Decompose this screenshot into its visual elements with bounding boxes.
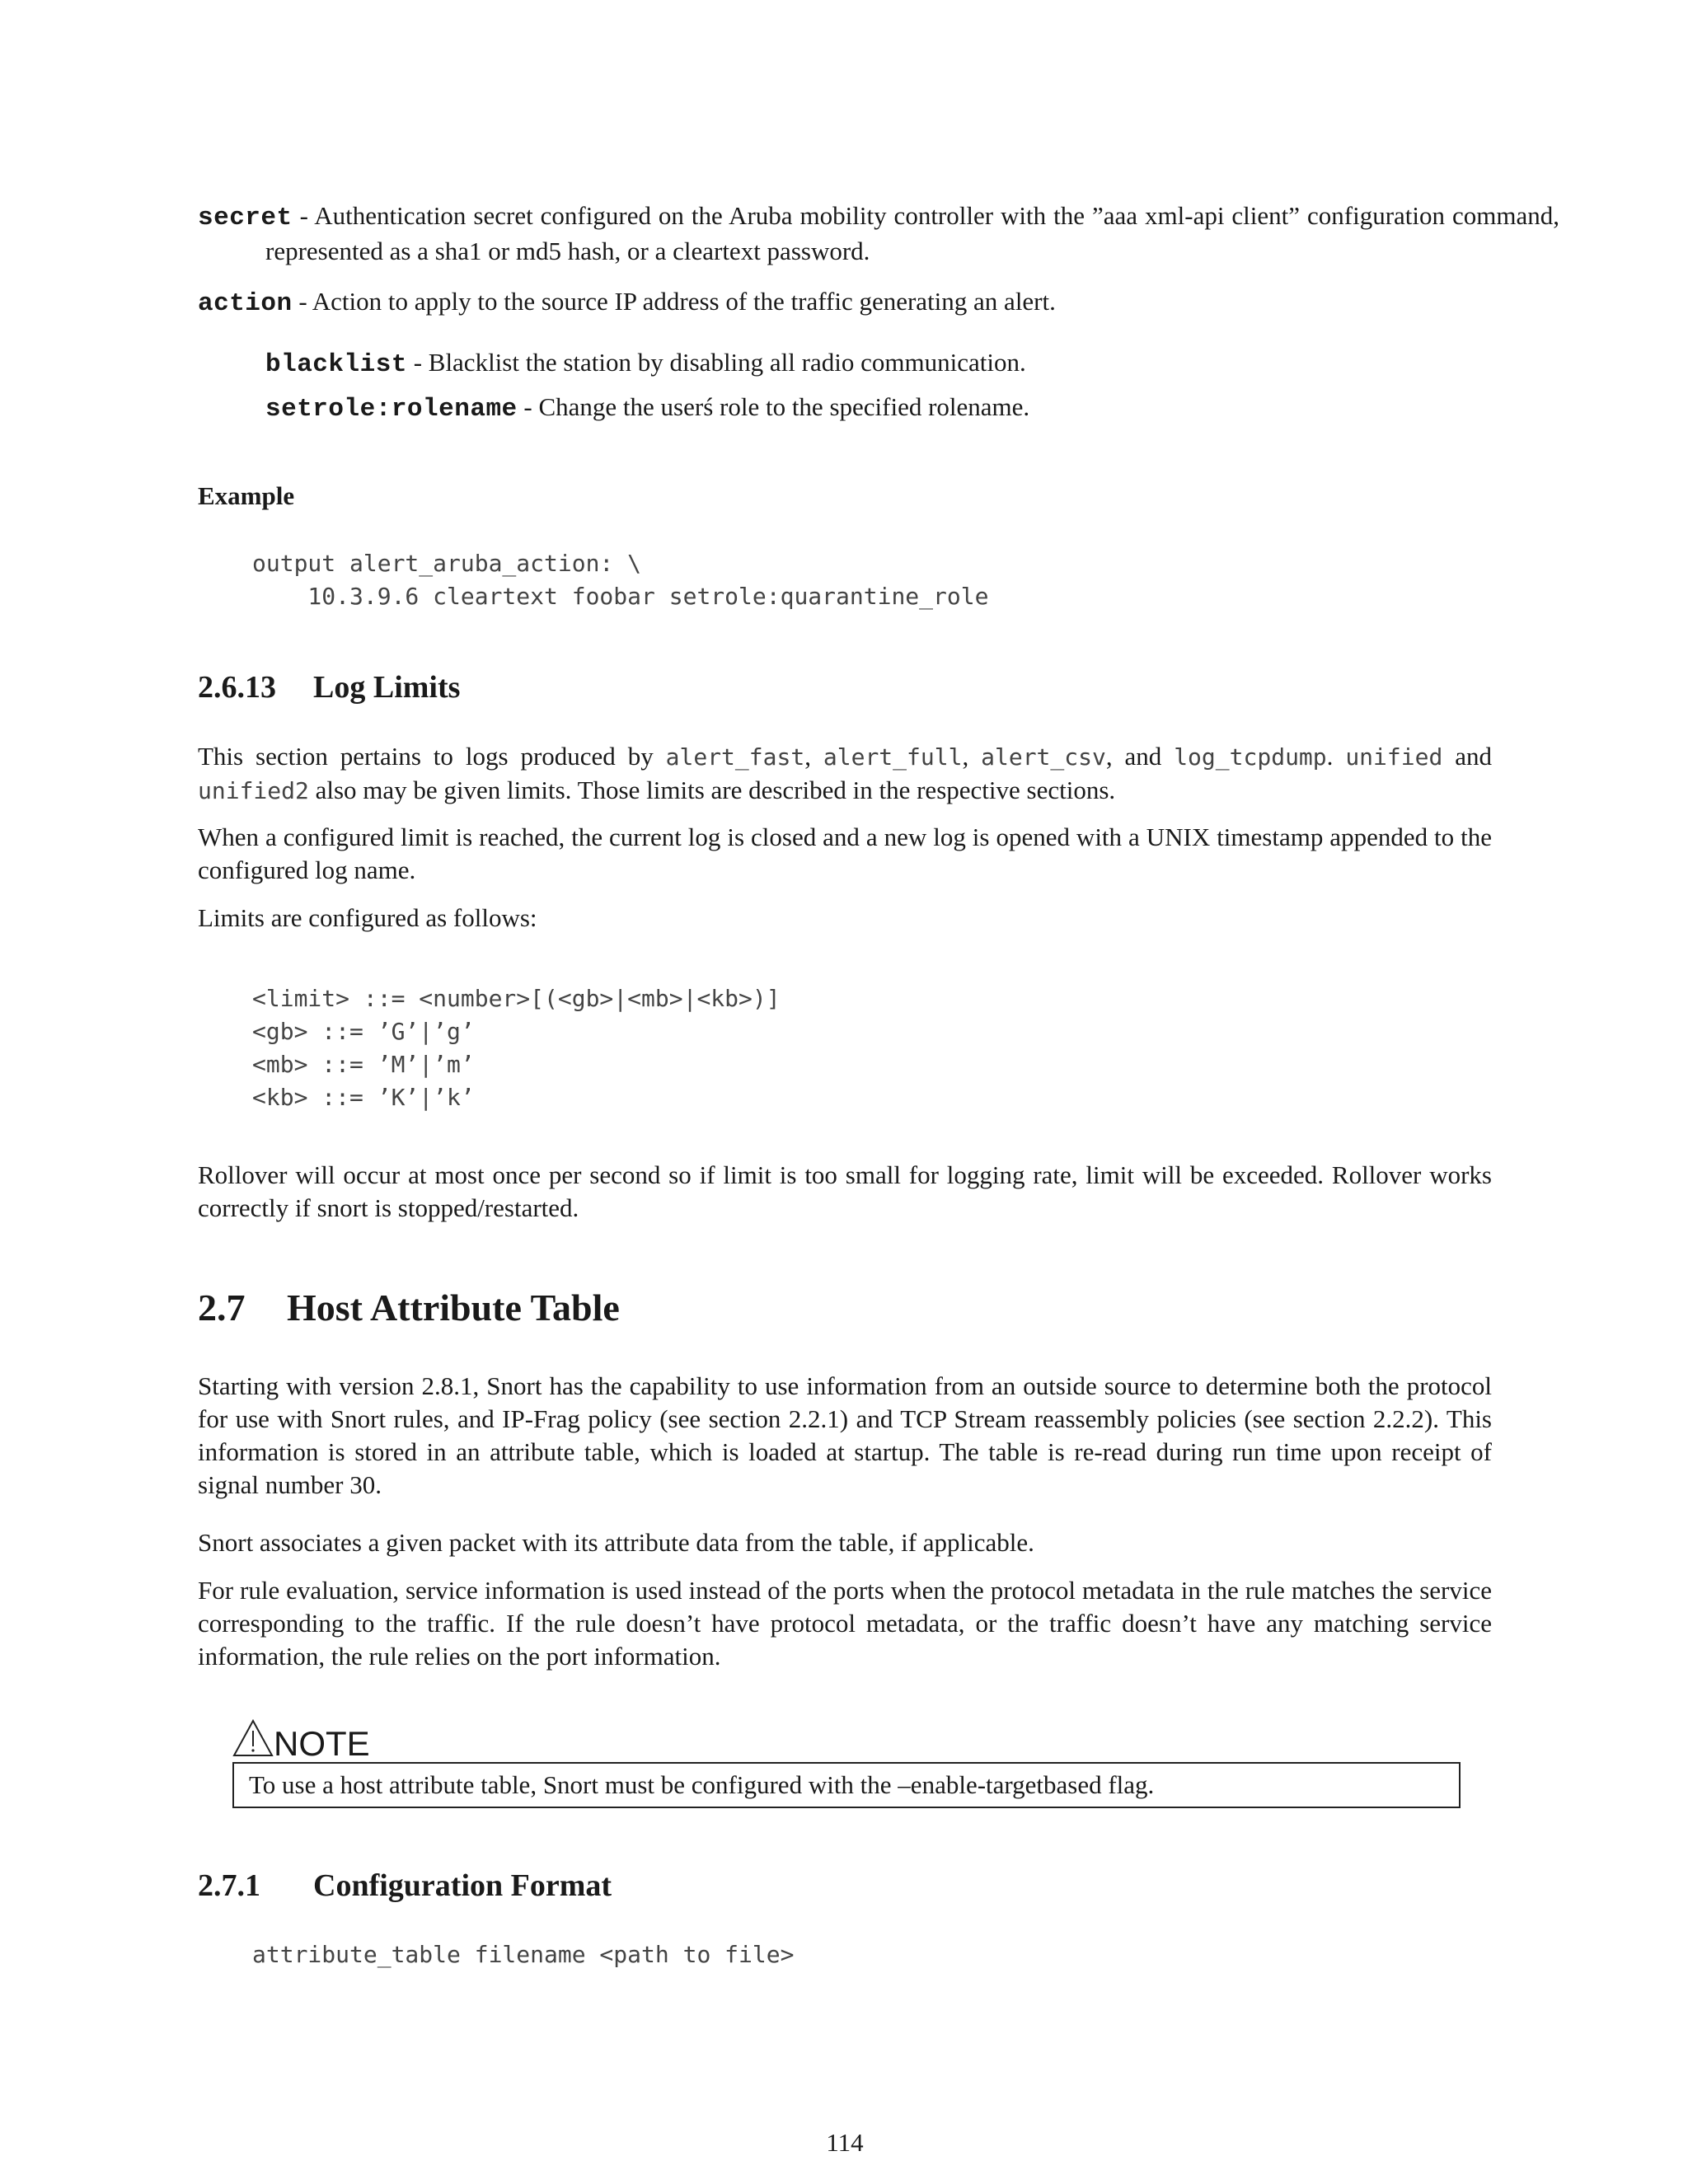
param-setrole [265,391,1492,426]
limits-grammar-code-block: <limit> ::= <number>[(<gb>|<mb>|<kb>)] <gb> ::= ’G’|’g’ <mb> ::= ’M’|’m’ <kb> ::= ’K’|’k’ [252,985,781,1111]
code-alert-full: alert_full [823,743,963,771]
log-limits-paragraph-3: Limits are configured as follows: [198,903,537,932]
section-title: Log Limits [313,670,461,705]
param-blacklist [265,346,1492,382]
text: also may be given limits. Those limits are described in the respective sections. [308,776,1116,804]
code-log-tcpdump: log_tcpdump [1174,743,1327,771]
log-limits-paragraph-2: When a configured limit is reached, the current log is closed and a new log is opened with a UNIX timestamp appended to the configured log name. [198,823,1492,884]
note-box [232,1762,1461,1808]
page-number: 114 [826,2128,864,2157]
section-number: 2.7.1 [198,1868,260,1903]
section-heading-log-limits [198,669,460,705]
code-alert-fast: alert_fast [665,743,805,771]
param-secret [198,199,1559,268]
host-attr-paragraph-2: Snort associates a given packet with its attribute data from the table, if applicable. [198,1528,1034,1557]
param-name: action [198,289,293,318]
note-header [232,1719,1461,1762]
code-alert-csv: alert_csv [981,743,1106,771]
text: , [804,742,823,771]
log-limits-paragraph-4: Rollover will occur at most once per second so if limit is too small for logging rate, limit will be exceeded. Rollover works correctly if snort is stopped/restarted. [198,1160,1492,1222]
host-attr-paragraph-1: Starting with version 2.8.1, Snort has the capability to use information from an outside source to determine both the protocol for use with Snort rules, and IP-Frag policy (see section 2.2.1) and TCP Stream reassembly policies (see section 2.2.2). This information is stored in an attribute table, which is loaded at startup. The table is re-read during run time upon receipt of signal number 30. [198,1371,1492,1499]
section-title: Host Attribute Table [287,1286,620,1329]
note-text: To use a host attribute table, Snort must be configured with the –enable-targetbased flag. [249,1770,1155,1799]
param-name: secret [198,204,293,232]
example-heading: Example [198,481,295,510]
text: and [1442,742,1493,771]
section-number: 2.7 [198,1286,246,1329]
param-desc: - Change the userś role to the specified rolename. [517,392,1030,421]
text: , and [1105,742,1175,771]
text: , [962,742,982,771]
section-title: Configuration Format [313,1868,612,1903]
section-heading-configuration-format [198,1868,612,1904]
param-desc: - Action to apply to the source IP address of the traffic generating an alert. [292,287,1056,316]
param-desc: - Blacklist the station by disabling all radio communication. [406,348,1026,377]
note-label: NOTE [274,1724,370,1763]
note-callout [232,1719,1461,1808]
param-name: blacklist [265,350,407,379]
section-heading-host-attribute-table [198,1286,620,1329]
config-format-code-block: attribute_table filename <path to file> [252,1941,795,1968]
code-unified2: unified2 [198,777,309,804]
text: . [1326,742,1346,771]
log-limits-paragraph-1 [198,740,1492,808]
example-code-block: output alert_aruba_action: \ 10.3.9.6 cleartext foobar setrole:quarantine_role [252,550,989,610]
param-desc: - Authentication secret configured on the Aruba mobility controller with the ”aaa xml-api client” configuration command, represented as a sha1 or md5 hash, or a cleartext password. [265,201,1559,265]
param-action [198,285,1492,321]
text: This section pertains to logs produced by [198,742,666,771]
section-number: 2.6.13 [198,670,276,705]
param-name: setrole:rolename [265,395,518,424]
code-unified: unified [1345,743,1443,771]
host-attr-paragraph-3: For rule evaluation, service information is used instead of the ports when the protocol metadata in the rule matches the service corresponding to the traffic. If the rule doesn’t have protocol metadata, or the traffic doesn’t have any matching service information, the rule relies on the port information. [198,1576,1492,1671]
warning-icon [232,1719,274,1757]
